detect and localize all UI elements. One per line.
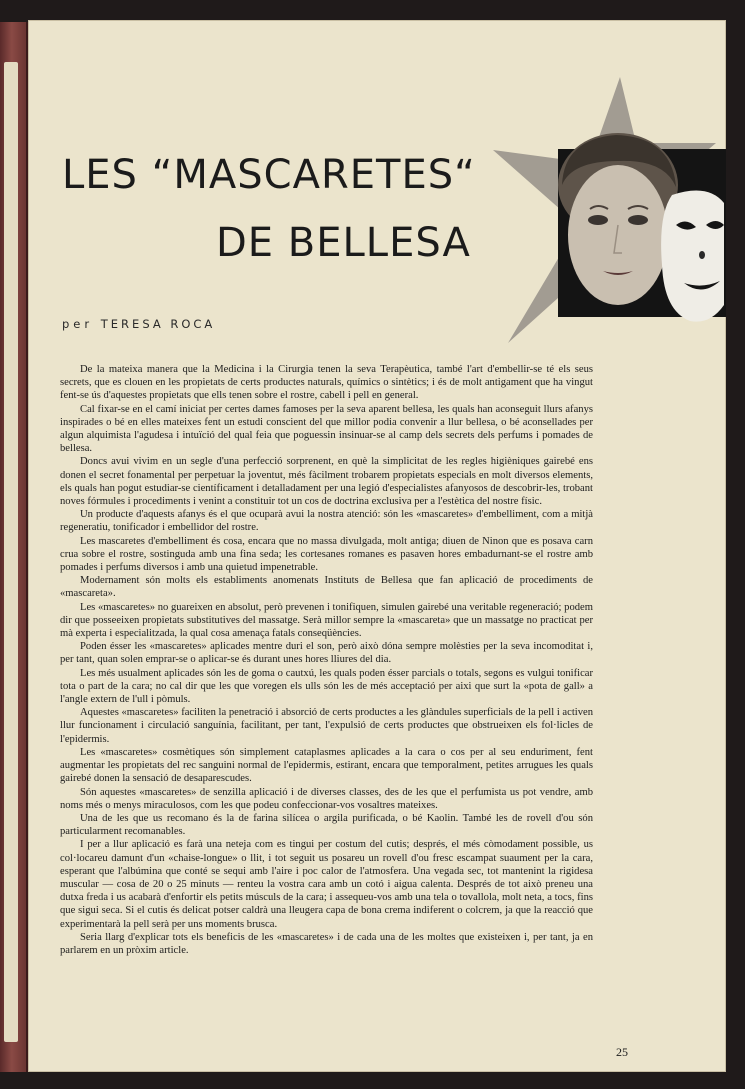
article-paragraph: Cal fixar-se en el camí iniciat per certes dames famoses per la seva aparent bellesa, les quals han aconseguit llurs afanys inspirades o bé en elles mateixes fent un estudi conscient del que millor podia convenir a llur bellesa, o bé aconsellades per algun alquimista l'agudesa i intuïció del qual feia que poguessin insinuar-se al camp dels secrets dels perfums i pomades de bellesa. bbox=[60, 403, 593, 455]
article-paragraph: Doncs avui vivim en un segle d'una perfecció sorprenent, en què la simplicitat de les regles higièniques gairebé ens donen el secret fonamental per perpetuar la joventut, més fàcilment trobarem propietats especials en molt diversos elements, els quals han pogut estudiar-se científicament i detalladament per una legió d'especialistes afanyosos de descobrir-les, trobant noves fórmules i procediments i venint a constituir tot un cos de doctrina exclusiva per a l'estètica del nostre físic. bbox=[60, 456, 593, 508]
article-paragraph: Les «mascaretes» no guareixen en absolut, però prevenen i tonifiquen, simulen gairebé una veritable regeneració; podem dir que posseeixen propietats substitutives del massatge. Serà millor sempre la «mascareta» que un massatge no practicat per mà experta i especialitzada, la qual cosa amenaça fatals conseqüències. bbox=[60, 601, 593, 640]
article-paragraph: Les més usualment aplicades són les de goma o cautxú, les quals poden ésser parcials o totals, segons es vulgui tonificar tota o part de la cara; no cal dir que les que voregen els ulls són les de més acceptació per aixi que surt la «pota de gall» a l'angle extern de l'ull i pòmuls. bbox=[60, 667, 593, 706]
author-name: TERESA ROCA bbox=[100, 317, 216, 331]
star-mask-illustration bbox=[458, 75, 726, 375]
article-paragraph: Seria llarg d'explicar tots els beneficis de les «mascaretes» i de cada una de les moltes que existeixen i, per tant, ja en parlarem en un pròxim article. bbox=[60, 931, 593, 956]
article-title-line-1: LES “MASCARETES“ bbox=[62, 152, 476, 198]
article-paragraph: Aquestes «mascaretes» faciliten la penetració i absorció de certs productes a les glàndules superficials de la pell i activen llur funcionament i circulació sanguínia, facilitant, per tant, l'expulsió de certs productes que obstrueixen els fol·licles de l'epidermis. bbox=[60, 707, 594, 745]
article-paragraph: I per a llur aplicació es farà una neteja com es tingui per costum del cutis; després, el més còmodament possible, us col·locareu damunt d'un «chaise-longue» o llit, i tot seguit us posareu un rovell d'ou fresc escampat suaument per la cara, esperant que l'albúmina que conté se sequi amb l'aire i poc calor de l'atmosfera. Una vegada sec, tot mantenint la rigidesa muscular — cosa de 20 o 25 minuts — renteu la vostra cara amb un cotó i aigua calenta. Després de tot això preneu una dutxa freda i us acabarà d'enfortir els petits músculs de la cara; i assequeu-vos amb una tela o tovallola, molt neta, a tocs, fins que sigui seca. Si el cutis és delicat potser caldrà una lleugera capa de bona crema indiferent o colcrem, ja que la reacció que experimentarà la pell serà per uns moments brusca. bbox=[60, 839, 593, 930]
article-paragraph: De la mateixa manera que la Medicina i la Cirurgia tenen la seva Terapèutica, també l'art d'embellir-se té els seus secrets, que es clouen en les propietats de certs productes naturals, químics o sintètics; i és de molt antigament que ha vingut fent-se ús d'aquestes propietats que ells tenen sobre el rostre, cabell i pell en general. bbox=[60, 364, 593, 402]
article-paragraph: Les «mascaretes» cosmètiques són simplement cataplasmes aplicades a la cara o cos per al seu enduriment, fent augmentar les propietats del rec sanguini normal de l'epidermis, estirant, encara que temporalment, petites arrugues les quals gairebé donen la sensació de desaparescudes. bbox=[60, 746, 593, 785]
page-number: 25 bbox=[616, 1045, 628, 1059]
article-paragraph: Són aquestes «mascaretes» de senzilla aplicació i de diverses classes, des de les que el perfumista us pot vendre, amb noms més o menys miraculosos, com les que podeu confeccionar-vos vosaltres mateixes. bbox=[60, 786, 593, 811]
article-body bbox=[60, 363, 593, 957]
article-paragraph: Un producte d'aquests afanys és el que ocuparà avui la nostra atenció: són les «mascaretes» d'embelliment, com a mitjà regeneratiu, tonificador i embellidor del rostre. bbox=[60, 509, 593, 534]
magazine-page bbox=[28, 20, 726, 1072]
byline-prefix: per bbox=[62, 317, 94, 331]
article-paragraph: Poden ésser les «mascaretes» aplicades mentre duri el son, però això dóna sempre molèsties per la seva incomoditat i, per tant, quan solen emprar-se o aplicar-se és durant unes hores lliures del dia. bbox=[60, 641, 593, 666]
book-binding bbox=[0, 22, 28, 1072]
article-title-line-2: DE BELLESA bbox=[216, 220, 471, 266]
article-paragraph: Una de les que us recomano és la de farina silícea o argila purificada, o bé Kaolin. També les de rovell d'ou són particularment recomanables. bbox=[60, 812, 593, 838]
white-mask-photo bbox=[661, 191, 724, 322]
byline bbox=[62, 317, 215, 331]
previous-page-edge bbox=[4, 62, 18, 1042]
article-paragraph: Modernament són molts els establiments anomenats Instituts de Bellesa que fan aplicació de procediments de «mascareta». bbox=[60, 575, 593, 600]
article-paragraph: Les mascaretes d'embelliment és cosa, encara que no massa divulgada, molt antiga; diuen de Ninon que es posava carn crua sobre el rostre, sostinguda amb una fina seda; les cortesanes romanes es pasaven hores embadurnant-se el rostre amb pomades i perfums diversos i amb una quietud impenetrable. bbox=[60, 535, 593, 574]
